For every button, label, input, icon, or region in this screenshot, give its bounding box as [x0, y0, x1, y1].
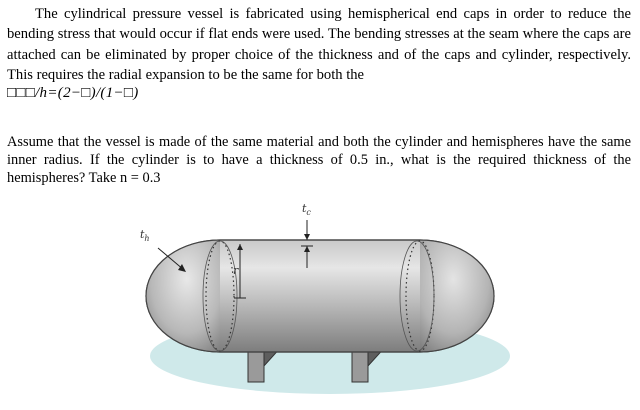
problem-statement-paragraph: The cylindrical pressure vessel is fabricated using hemispherical end caps in order to reduce the bending stress that would occur if flat ends were used. The bending stresses at the seam where the caps are attached can be eliminated by proper choice of the thickness and of the caps and cylinder, respectively. This requires the radial expansion to be the same for both the — [7, 6, 631, 84]
problem-question-paragraph: Assume that the vessel is made of the same material and both the cylinder and hemispheres have the same inner radius. If the cylinder is to have a thickness of 0.5 in., what is the required thickness of the hemispheres? Take n = 0.3 — [7, 134, 631, 186]
label-th: $t_h$ — [140, 228, 150, 243]
pressure-vessel-figure — [120, 196, 520, 408]
label-tc: $t_c$ — [302, 202, 311, 217]
pressure-vessel-diagram — [120, 196, 520, 408]
thickness-ratio-formula: □□□/h=(2−□)/(1−□) — [7, 85, 139, 101]
label-r: r — [233, 264, 239, 277]
vessel-body — [146, 240, 494, 352]
